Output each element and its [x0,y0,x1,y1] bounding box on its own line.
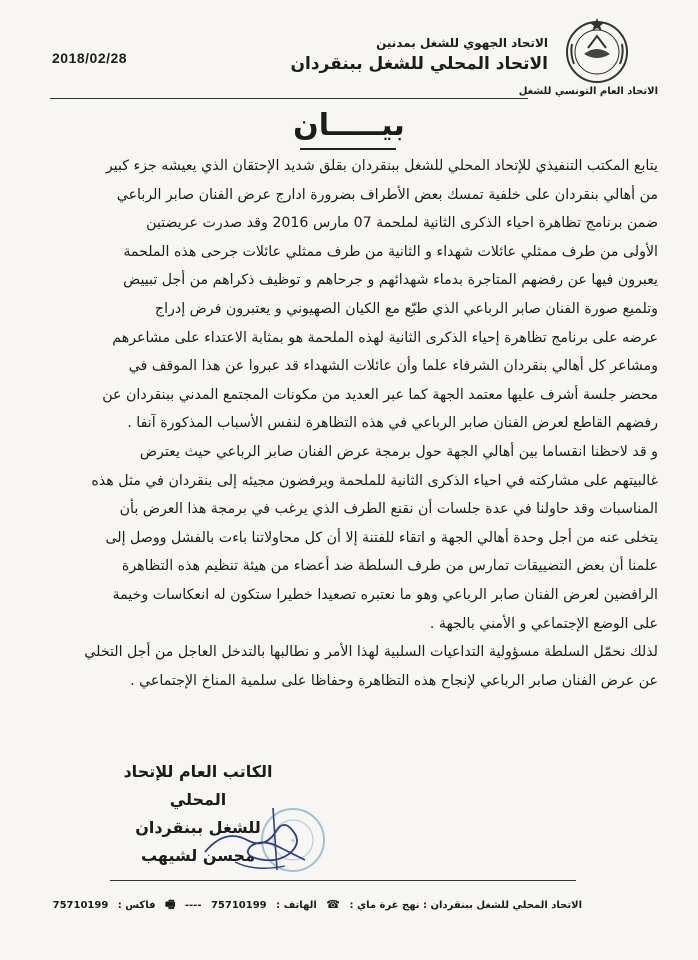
footer-phone-label: الهاتف : [276,900,317,911]
letterhead [290,34,548,76]
footer-contact [52,896,582,915]
union-logo-icon [562,14,632,86]
logo-caption: الاتحاد العام التونسي للشغل [518,86,658,97]
body-line: على الوضع الإجتماعي و الأمني بالجهة . [429,615,658,632]
body-line: الرافضين لعرض الفنان صابر الرباعي وهو ما نعتبره تصعيدا خطيرا ستكون له انعكاسات وخيمة [112,586,658,603]
signatory-name: محسن لشيهب [140,846,255,865]
footer-fax-label: فاكس : [117,900,156,911]
footer-divider [110,880,576,881]
body-line: عن عرض الفنان صابر الرباعي لإنجاح هذه التظاهرة وحفاظا على سلمية المناخ الإجتماعي . [130,672,658,689]
body-line: رفضهم القاطع لعرض الفنان صابر الرباعي في هذه التظاهرة لنفس الأسباب المذكورة آنفا . [127,415,658,432]
body-line: عرضه على برنامج تظاهرة إحياء الذكرى الثانية لهذه الملحمة هو بمثابة الاعتداء على مشاعرهم [112,329,658,346]
signatory-title: الكاتب العام للإتحاد المحلي [123,762,273,809]
body-line: المناسبات وقد حاولنا في عدة جلسات أن نقنع الطرف الذي يرغب في برمجة هذا العرض بأن [119,501,658,518]
footer-phone: 75710199 [210,900,267,911]
telephone-icon: ☎ [326,898,340,911]
body-line: محضر جلسة أشرف عليها معتمد الجهة كما عبر العديد من مكونات المجتمع المدني ببنقردان عن [102,386,658,403]
body-line: وتلميع صورة الفنان صابر الرباعي الذي طبّع مع الكيان الصهيوني و يعتبرون فرض إدراج [154,300,658,317]
body-line: ومشاعر كل أهالي بنقردان الشرفاء علما وأن عائلات الشهداء قد عبروا عن هذا الموقف في [128,358,658,375]
svg-text:✦: ✦ [290,837,296,845]
body-line: لذلك نحمّل السلطة مسؤولية التداعيات السلبية لهذا الأمر و نطالبها بالتدخل العاجل من أجل التخلي [84,644,658,661]
document-date: 2018/02/28 [52,50,128,66]
header-divider [50,98,528,99]
regional-union-name: الاتحاد الجهوي للشغل بمدنين [376,36,548,50]
fax-icon: 🖷 [165,898,176,911]
body-line: يتابع المكتب التنفيذي للإتحاد المحلي للشغل ببنقردان بقلق شديد الإحتقان الذي يعيشه جزء كبير [105,158,658,174]
body-line: و قد لاحظنا انقساما بين أهالي الجهة حول برمجة عرض الفنان صابر الرباعي حيث يعترض [139,443,658,460]
local-union-name: الاتحاد المحلي للشغل ببنقردان [290,54,548,74]
statement-body [52,152,658,695]
document-title: بيـــــان [293,108,405,143]
footer-fax: 75710199 [52,900,109,911]
handwritten-signature-icon [185,800,325,880]
body-line: يتخلى عنه من أجل وحدة أهالي الجهة و اتقاء للفتنة إلا أن كل محاولاتنا باءت بالفشل ووصل إلى [105,529,658,546]
body-line: علمنا أن بعض التضييقات تمارس من طرف السلطة ضد أعضاء من هيئة تنظيم هذه التظاهرة [121,558,658,575]
body-line: غالبيتهم على مشاركته في احياء الذكرى الثانية للملحمة ويرفضون مجيئه إلى بنقردان في مثل هذه [91,472,658,489]
footer-separator: ---- [184,900,202,911]
body-line: ضمن برنامج تظاهرة احياء الذكرى الثانية لملحمة 07 مارس 2016 وقد صدرت عريضتين [146,215,658,232]
title-underline [300,148,396,150]
signatory-union: للشغل ببنقردان [135,818,261,837]
body-line: من أهالي بنقردان على خلفية تمسك بعض الأطراف بضرورة ادارج عرض الفنان صابر الرباعي [116,186,658,203]
body-line: الأولى من طرف ممثلي عائلات شهداء و الثانية من طرف ممثلي عائلات جرحى هذه الملحمة [123,243,658,260]
body-line: يعبرون فيها عن رفضهم المتاجرة بدماء شهدائهم و جرحاهم و توظيف ذكراهم من أجل تبييض [123,272,658,289]
footer-address: الاتحاد المحلي للشغل ببنقردان : نهج غرة ماي : [349,900,582,911]
